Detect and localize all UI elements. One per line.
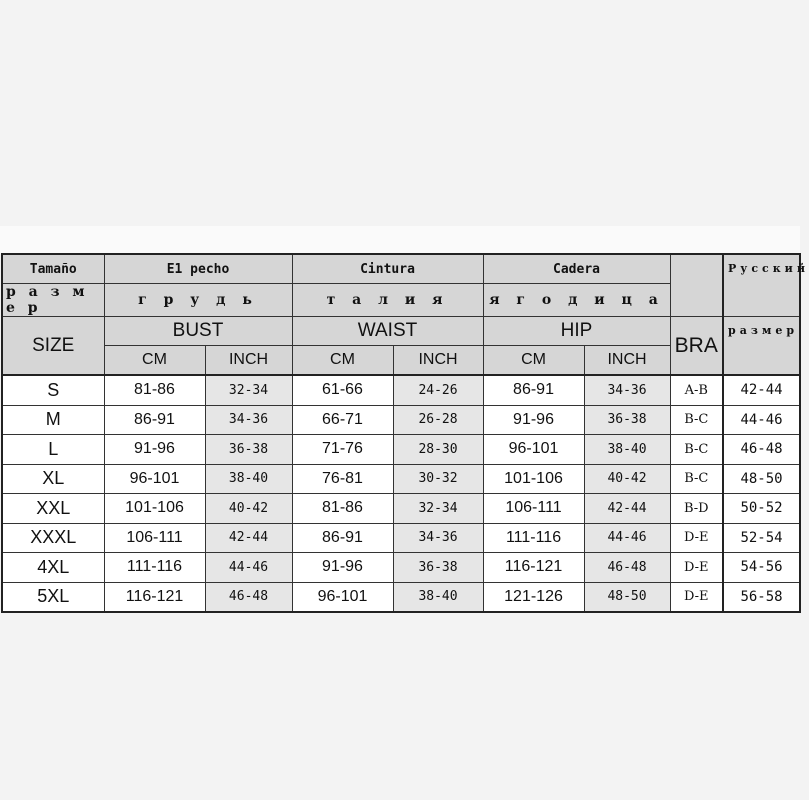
cell-waist-cm: 61-66 [292, 375, 393, 405]
cell-waist-in: 24-26 [393, 375, 483, 405]
cell-bust-cm: 81-86 [104, 375, 205, 405]
header-grud: г р у д ь [104, 284, 292, 317]
cell-hip-in: 46-48 [584, 553, 670, 583]
cell-bust-in: 44-46 [205, 553, 292, 583]
cell-ru: 54-56 [723, 553, 800, 583]
header-bust-cm: CM [104, 346, 205, 376]
cell-bust-cm: 106-111 [104, 523, 205, 553]
cell-size: XL [2, 464, 104, 494]
cell-bra: B-C [670, 405, 723, 435]
cell-bra: D-E [670, 553, 723, 583]
cell-hip-cm: 121-126 [483, 582, 584, 612]
cell-bust-cm: 116-121 [104, 582, 205, 612]
cell-bust-cm: 111-116 [104, 553, 205, 583]
cell-waist-in: 28-30 [393, 435, 483, 465]
cell-size: M [2, 405, 104, 435]
cell-waist-in: 30-32 [393, 464, 483, 494]
cell-bust-cm: 96-101 [104, 464, 205, 494]
header-waist-inch: INCH [393, 346, 483, 376]
cell-bust-cm: 91-96 [104, 435, 205, 465]
cell-size: 4XL [2, 553, 104, 583]
table-row [2, 435, 800, 465]
cell-hip-cm: 86-91 [483, 375, 584, 405]
cell-bust-cm: 101-106 [104, 494, 205, 524]
cell-hip-cm: 106-111 [483, 494, 584, 524]
cell-ru: 48-50 [723, 464, 800, 494]
cell-waist-cm: 86-91 [292, 523, 393, 553]
cell-waist-cm: 96-101 [292, 582, 393, 612]
header-waist-cm: CM [292, 346, 393, 376]
header-hip-inch: INCH [584, 346, 670, 376]
background-band [0, 226, 800, 254]
cell-hip-in: 36-38 [584, 405, 670, 435]
table-row [2, 375, 800, 405]
table-row [2, 405, 800, 435]
cell-size: 5XL [2, 582, 104, 612]
size-rows [2, 375, 800, 612]
cell-hip-in: 42-44 [584, 494, 670, 524]
table-row [2, 553, 800, 583]
cell-bra: D-E [670, 582, 723, 612]
cell-bust-in: 36-38 [205, 435, 292, 465]
cell-bust-in: 32-34 [205, 375, 292, 405]
table-row [2, 582, 800, 612]
cell-waist-in: 32-34 [393, 494, 483, 524]
header-taliya: т а л и я [292, 284, 483, 317]
table-row [2, 464, 800, 494]
header-bra-empty [670, 254, 723, 317]
header-size: SIZE [2, 317, 104, 376]
size-chart-table [1, 253, 809, 613]
cell-waist-in: 38-40 [393, 582, 483, 612]
cell-ru: 46-48 [723, 435, 800, 465]
cell-hip-cm: 111-116 [483, 523, 584, 553]
cell-waist-in: 36-38 [393, 553, 483, 583]
cell-ru: 50-52 [723, 494, 800, 524]
header-russkiy: Русский [723, 254, 800, 317]
cell-bra: D-E [670, 523, 723, 553]
cell-waist-cm: 76-81 [292, 464, 393, 494]
cell-bra: B-D [670, 494, 723, 524]
table-row [2, 494, 800, 524]
header-hip-cm: CM [483, 346, 584, 376]
cell-hip-cm: 101-106 [483, 464, 584, 494]
header-razmer: р а з м е р [2, 284, 104, 317]
cell-bust-in: 46-48 [205, 582, 292, 612]
cell-bust-in: 34-36 [205, 405, 292, 435]
cell-size: XXL [2, 494, 104, 524]
cell-ru: 56-58 [723, 582, 800, 612]
cell-bra: B-C [670, 435, 723, 465]
cell-bust-in: 40-42 [205, 494, 292, 524]
cell-waist-cm: 66-71 [292, 405, 393, 435]
cell-bust-in: 42-44 [205, 523, 292, 553]
cell-hip-in: 34-36 [584, 375, 670, 405]
cell-waist-in: 34-36 [393, 523, 483, 553]
header-cintura: Cintura [292, 254, 483, 284]
header-tamano: Tamaño [2, 254, 104, 284]
cell-hip-cm: 116-121 [483, 553, 584, 583]
cell-ru: 42-44 [723, 375, 800, 405]
cell-size: XXXL [2, 523, 104, 553]
header-bra: BRA [670, 317, 723, 376]
header-cadera: Cadera [483, 254, 670, 284]
header-pecho: E1 pecho [104, 254, 292, 284]
cell-waist-cm: 81-86 [292, 494, 393, 524]
cell-hip-in: 44-46 [584, 523, 670, 553]
cell-hip-cm: 96-101 [483, 435, 584, 465]
cell-hip-in: 38-40 [584, 435, 670, 465]
cell-hip-in: 40-42 [584, 464, 670, 494]
cell-ru: 44-46 [723, 405, 800, 435]
cell-bra: A-B [670, 375, 723, 405]
header-yagoditsa: я г о д и ц а [483, 284, 670, 317]
cell-waist-cm: 91-96 [292, 553, 393, 583]
cell-waist-in: 26-28 [393, 405, 483, 435]
header-hip: HIP [483, 317, 670, 346]
header-bust-inch: INCH [205, 346, 292, 376]
cell-bust-in: 38-40 [205, 464, 292, 494]
cell-size: S [2, 375, 104, 405]
cell-bra: B-C [670, 464, 723, 494]
header-razmer-col: размер [723, 317, 800, 376]
header-bust: BUST [104, 317, 292, 346]
cell-waist-cm: 71-76 [292, 435, 393, 465]
cell-hip-cm: 91-96 [483, 405, 584, 435]
table-row [2, 523, 800, 553]
header-waist: WAIST [292, 317, 483, 346]
cell-hip-in: 48-50 [584, 582, 670, 612]
cell-size: L [2, 435, 104, 465]
cell-bust-cm: 86-91 [104, 405, 205, 435]
cell-ru: 52-54 [723, 523, 800, 553]
